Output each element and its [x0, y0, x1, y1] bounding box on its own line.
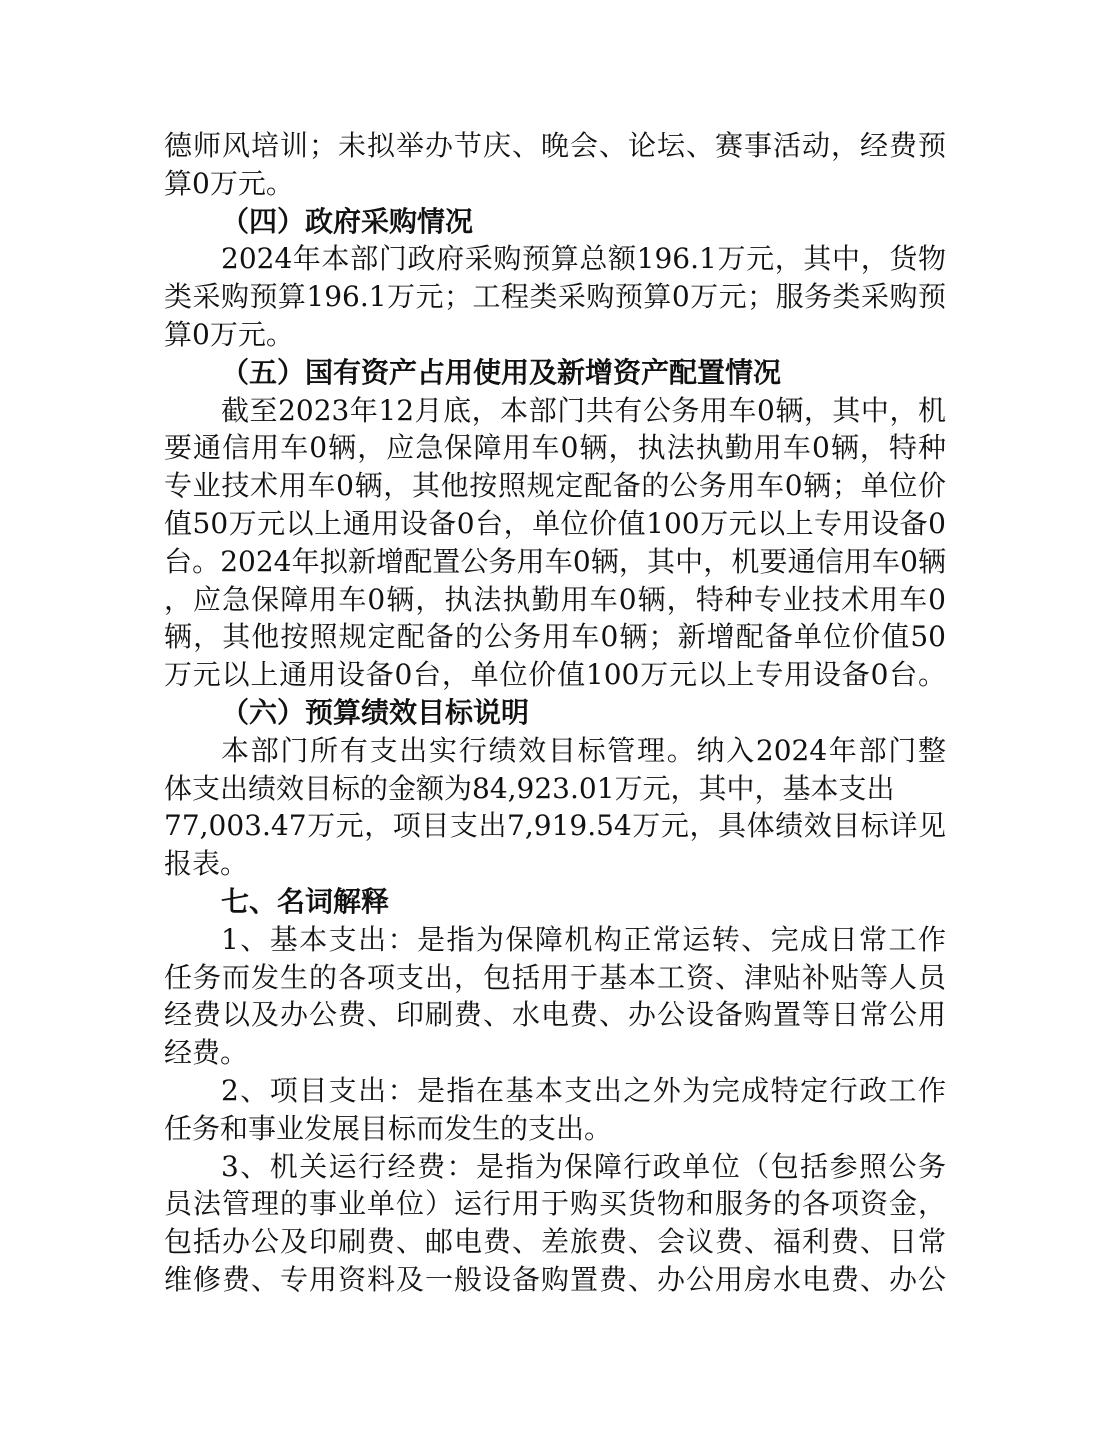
paragraph-line: 台。2024年拟新增配置公务用车0辆，其中，机要通信用车0辆 — [164, 544, 946, 578]
paragraph-line: 德师风培训；未拟举办节庆、晚会、论坛、赛事活动，经费预 — [164, 129, 946, 162]
section-heading: （五）国有资产占用使用及新增资产配置情况 — [221, 355, 782, 389]
paragraph-first-line: 3、机关运行经费：是指为保障行政单位（包括参照公务 — [221, 1149, 946, 1183]
paragraph-line: 经费以及办公费、印刷费、水电费、办公设备购置等日常公用 — [164, 998, 946, 1032]
paragraph-first-line: 截至2023年12月底，本部门共有公务用车0辆，其中，机 — [221, 393, 946, 427]
document-page — [164, 127, 946, 1299]
paragraph-line: 维修费、专用资料及一般设备购置费、办公用房水电费、办公 — [164, 1262, 946, 1296]
paragraph-line: 专业技术用车0辆，其他按照规定配备的公务用车0辆；单位价 — [164, 469, 946, 503]
paragraph-line: 要通信用车0辆，应急保障用车0辆，执法执勤用车0辆，特种 — [164, 431, 946, 465]
paragraph-line: 值50万元以上通用设备0台，单位价值100万元以上专用设备0 — [164, 506, 946, 540]
paragraph-first-line: 本部门所有支出实行绩效目标管理。纳入2024年部门整 — [221, 733, 946, 767]
paragraph-line: ，应急保障用车0辆，执法执勤用车0辆，特种专业技术用车0 — [164, 582, 946, 616]
paragraph-line: 万元以上通用设备0台，单位价值100万元以上专用设备0台。 — [164, 658, 946, 692]
section-heading: 七、名词解释 — [221, 884, 390, 918]
paragraph-first-line: 2024年本部门政府采购预算总额196.1万元，其中，货物 — [221, 242, 946, 276]
paragraph-line: 包括办公及印刷费、邮电费、差旅费、会议费、福利费、日常 — [164, 1225, 946, 1259]
paragraph-line: 员法管理的事业单位）运行用于购买货物和服务的各项资金， — [164, 1187, 946, 1221]
paragraph-last-line: 报表。 — [164, 847, 249, 881]
paragraph-last-line: 算0万元。 — [164, 166, 294, 200]
section-heading: （六）预算绩效目标说明 — [221, 695, 530, 729]
paragraph-first-line: 1、基本支出：是指为保障机构正常运转、完成日常工作 — [221, 922, 946, 956]
paragraph-last-line: 算0万元。 — [164, 317, 294, 351]
paragraph-line: 任务而发生的各项支出，包括用于基本工资、津贴补贴等人员 — [164, 960, 946, 994]
paragraph-line: 77,003.47万元，项目支出7,919.54万元，具体绩效目标详见 — [164, 809, 946, 843]
paragraph-last-line: 体支出绩效目标的金额为84,923.01万元，其中，基本支出 — [164, 771, 895, 805]
paragraph-line: 辆，其他按照规定配备的公务用车0辆；新增配备单位价值50 — [164, 620, 946, 654]
paragraph-last-line: 任务和事业发展目标而发生的支出。 — [164, 1111, 613, 1145]
paragraph-first-line: 2、项目支出：是指在基本支出之外为完成特定行政工作 — [221, 1073, 946, 1107]
section-heading: （四）政府采购情况 — [221, 204, 474, 238]
paragraph-line: 类采购预算196.1万元；工程类采购预算0万元；服务类采购预 — [164, 280, 946, 314]
paragraph-last-line: 经费。 — [164, 1036, 249, 1070]
